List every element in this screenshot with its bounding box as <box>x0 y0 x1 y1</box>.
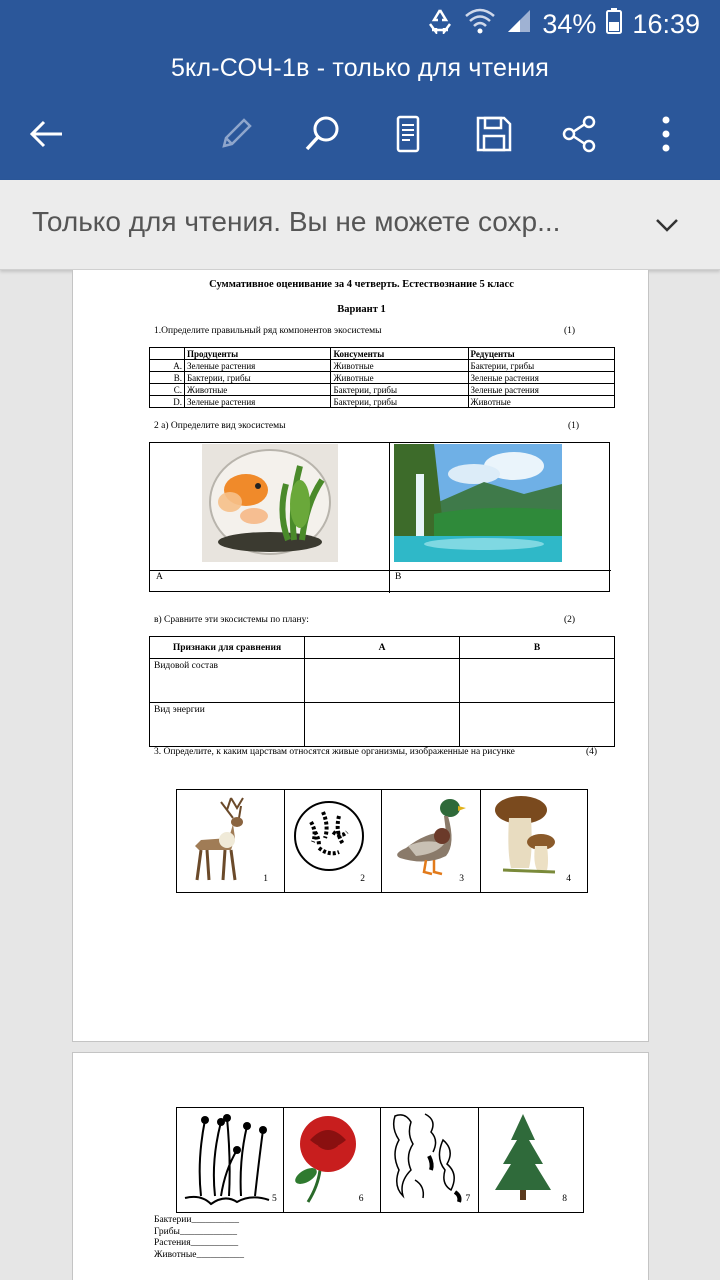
table-row <box>150 372 615 384</box>
table-row <box>150 396 615 408</box>
rose-image <box>288 1110 368 1210</box>
save-button[interactable] <box>468 108 520 160</box>
row-letter: D. <box>150 396 185 408</box>
table-row <box>150 360 615 372</box>
table-cell <box>305 659 460 703</box>
table-cell: Животные <box>331 372 468 384</box>
table-header: В <box>460 637 615 659</box>
question-2b-points: (2) <box>564 615 576 625</box>
organism-cell <box>284 1108 381 1212</box>
organism-number: 5 <box>271 1194 277 1204</box>
table-row <box>150 384 615 396</box>
back-button[interactable] <box>20 108 72 160</box>
battery-percent: 34% <box>542 8 597 39</box>
table-cell: Бактерии, грибы <box>331 384 468 396</box>
table-cell: Животные <box>185 384 331 396</box>
table-cell: Зеленые растения <box>185 360 331 372</box>
doc-title: Суммативное оценивание за 4 четверть. Естествознание 5 класс <box>209 279 514 290</box>
table-row <box>150 659 615 703</box>
pencil-icon <box>216 114 256 154</box>
organism-cell <box>381 1108 480 1212</box>
bacteria-image <box>289 792 369 888</box>
status-bar <box>0 0 720 48</box>
table-cell <box>460 659 615 703</box>
protozoa-image <box>385 1110 473 1210</box>
wifi-icon <box>464 8 496 41</box>
table-cell: Вид энергии <box>150 703 305 747</box>
answer-fungi: Грибы____________ <box>154 1226 237 1237</box>
duck-image <box>386 792 470 888</box>
organism-number: 1 <box>263 874 268 884</box>
waterfall-image <box>394 444 562 562</box>
table-cell: Бактерии, грибы <box>185 372 331 384</box>
variant-label: Вариант 1 <box>337 304 386 315</box>
question-2b: в) Сравните эти экосистемы по плану: <box>154 615 309 625</box>
label-b: В <box>395 572 402 582</box>
table-cell: Бактерии, грибы <box>468 360 614 372</box>
table-cell: Животные <box>468 396 614 408</box>
banner-text: Только для чтения. Вы не можете сохр... <box>32 206 561 237</box>
organism-cell <box>382 790 481 892</box>
organisms-row-1 <box>176 789 588 893</box>
organism-number: 7 <box>465 1194 471 1204</box>
organism-cell <box>177 1108 284 1212</box>
organism-number: 3 <box>459 874 464 884</box>
clock: 16:39 <box>632 8 700 39</box>
question-2a-points: (1) <box>568 421 580 431</box>
question-3: 3. Определите, к каким царствам относятся живые организмы, изображенные на рисунке <box>154 747 515 757</box>
share-icon <box>559 114 599 154</box>
document-title: 5кл-СОЧ-1в - только для чтения <box>170 54 550 82</box>
chevron-down-icon[interactable] <box>652 210 682 240</box>
table-header: Признаки для сравнения <box>150 637 305 659</box>
label-a: А <box>156 572 163 582</box>
organism-cell <box>479 1108 583 1212</box>
comparison-table <box>149 636 615 747</box>
spruce-tree-image <box>483 1110 563 1210</box>
search-icon <box>302 114 342 154</box>
back-arrow-icon <box>26 114 66 154</box>
question-2a: 2 а) Определите вид экосистемы <box>154 421 286 431</box>
more-options-button[interactable] <box>640 108 692 160</box>
table-row <box>150 703 615 747</box>
answer-animals: Животные__________ <box>154 1249 244 1260</box>
table-header: Редуценты <box>468 348 614 360</box>
table-cell <box>305 703 460 747</box>
organism-number: 2 <box>360 874 365 884</box>
table-cell: Зеленые растения <box>185 396 331 408</box>
organism-number: 6 <box>358 1194 364 1204</box>
share-button[interactable] <box>553 108 605 160</box>
aquarium-image <box>202 444 338 562</box>
mobile-view-icon <box>388 114 428 154</box>
table-header-row <box>150 348 615 360</box>
table-header: А <box>305 637 460 659</box>
table-cell: Видовой состав <box>150 659 305 703</box>
organism-number: 4 <box>566 874 571 884</box>
question-1-points: (1) <box>564 326 576 336</box>
mushroom-image <box>485 792 565 888</box>
more-icon <box>646 114 686 154</box>
reindeer-image <box>181 792 261 888</box>
ecosystem-images <box>149 442 610 592</box>
row-letter: B. <box>150 372 185 384</box>
save-icon <box>474 114 514 154</box>
table-header: Продуценты <box>185 348 331 360</box>
row-letter: A. <box>150 360 185 372</box>
table-cell <box>460 703 615 747</box>
mold-image <box>181 1110 273 1210</box>
answer-plants: Растения__________ <box>154 1238 239 1248</box>
question-3-points: (4) <box>586 747 598 757</box>
recycle-icon <box>426 8 454 41</box>
organism-cell <box>177 790 285 892</box>
read-only-banner[interactable] <box>0 180 720 270</box>
answer-lines <box>154 1215 244 1261</box>
document-page-1[interactable] <box>72 270 649 1042</box>
document-page-2[interactable] <box>72 1052 649 1280</box>
mobile-view-button[interactable] <box>382 108 434 160</box>
table-header: Консументы <box>331 348 468 360</box>
table-cell: Бактерии, грибы <box>331 396 468 408</box>
organisms-row-2 <box>176 1107 584 1213</box>
components-table <box>149 347 615 408</box>
organism-cell <box>481 790 587 892</box>
signal-icon <box>506 8 532 41</box>
answer-bacteria: Бактерии__________ <box>154 1215 239 1225</box>
organism-number: 8 <box>562 1194 567 1204</box>
app-bar <box>0 48 720 180</box>
question-1: 1.Определите правильный ряд компонентов экосистемы <box>154 326 382 336</box>
row-letter: C. <box>150 384 185 396</box>
table-cell: Животные <box>331 360 468 372</box>
edit-button[interactable] <box>210 108 262 160</box>
battery-icon <box>606 8 622 41</box>
table-header-row <box>150 637 615 659</box>
table-cell: Зеленые растения <box>468 384 614 396</box>
search-button[interactable] <box>296 108 348 160</box>
organism-cell <box>285 790 382 892</box>
table-cell: Зеленые растения <box>468 372 614 384</box>
